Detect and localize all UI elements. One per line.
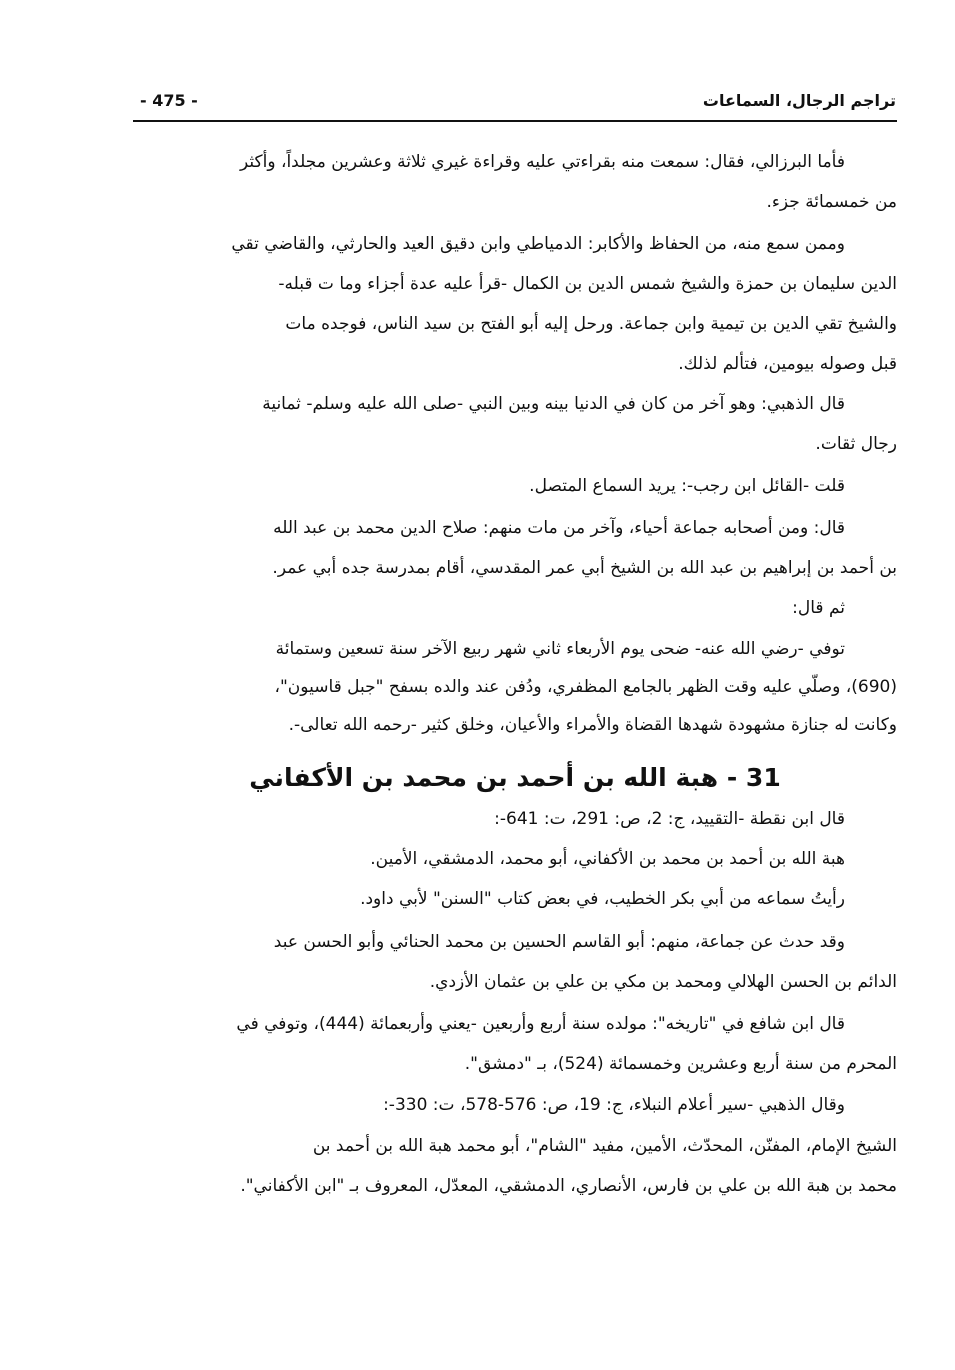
paragraph-listeners [133, 224, 897, 384]
text-line: والشيخ تقي الدين بن تيمية وابن جماعة. ورحل إليه أبو الفتح بن سيد الناس، فوجده مات [285, 314, 897, 334]
text-line: قبل وصوله بيومين، فتألم لذلك. [678, 354, 897, 374]
text-line: قال ابن شافع في "تاريخه": مولده سنة أربع وأربعين -يعني وأربعمائة (444)، وتوفي في [236, 1014, 845, 1034]
text-line: من خمسمائة جزء. [766, 192, 897, 212]
text-line: قلت -القائل ابن رجب-: يريد السماع المتصل. [529, 476, 845, 496]
paragraph-narrated [133, 922, 897, 1002]
text-line: وقال الذهبي -سير أعلام النبلاء، ج: 19، ص: 576-578، ت: 330-: [383, 1095, 845, 1115]
text-line: توفي -رضي الله عنه- ضحى يوم الأربعاء ثاني شهر ربيع الآخر سنة تسعين وستمائة [275, 639, 845, 659]
paragraph-ibn-rajab [133, 466, 897, 506]
paragraph-barzali [133, 142, 897, 222]
text-line: رجال ثقات. [815, 434, 897, 454]
text-line: الدين سليمان بن حمزة والشيخ شمس الدين بن الكمال -قرأ عليه عدة أجزاء وما ت قبله- [278, 274, 897, 294]
text-line: بن أحمد بن إبراهيم بن عبد الله بن الشيخ أبي عمر المقدسي، أقام بمدرسة جده أبي عمر. [272, 558, 897, 578]
running-header [130, 88, 896, 118]
text-line: وكانت له جنازة مشهودة شهدها القضاة والأمراء والأعيان، وخلق كثير -رحمه الله تعالى-. [288, 715, 897, 735]
text-line: هبة الله بن أحمد بن محمد بن الأكفاني، أبو محمد، الدمشقي، الأمين. [370, 849, 845, 869]
paragraph-death [133, 630, 897, 744]
paragraph-dhahabi [133, 384, 897, 464]
text-line: ثم قال: [792, 598, 845, 618]
text-line: وقد حدث عن جماعة، منهم: أبو القاسم الحسين بن محمد الحنائي وأبو الحسن عبد [273, 932, 845, 952]
text-line: قال: ومن أصحابه جماعة أحياء، وآخر من مات منهم: صلاح الدين محمد بن عبد الله [273, 518, 845, 538]
paragraph-dhahabi-siyar [133, 1086, 897, 1124]
text-line: قال الذهبي: وهو آخر من كان في الدنيا بينه وبين النبي -صلى الله عليه وسلم- ثمانية [262, 394, 845, 414]
text-line: (690)، وصلّي عليه وقت الظهر بالجامع المظفري، ودُفن عند والده بسفح "جبل قاسيون"، [274, 677, 897, 697]
paragraph-ibn-nuqta [133, 800, 897, 838]
section-heading: 31 - هبة الله بن أحمد بن محمد بن الأكفاني [249, 763, 781, 792]
header-title: تراجم الرجال، السماعات [702, 91, 896, 110]
page-number: - 475 - [140, 91, 198, 110]
paragraph-then-said [133, 588, 897, 628]
text-line: الدائم بن الحسن الهلالي ومحمد بن مكي بن علي بن عثمان الأزدي. [429, 972, 897, 992]
paragraph-sheikh-imam [133, 1126, 897, 1206]
paragraph-name [133, 840, 897, 878]
text-line: وممن سمع منه، من الحفاظ والأكابر: الدمياطي وابن دقيق العيد والحارثي، والقاضي تقي [231, 234, 845, 254]
paragraph-companions [133, 508, 897, 588]
text-line: قال ابن نقطة -التقييد، ج: 2، ص: 291، ت: 641-: [494, 809, 845, 829]
text-line: فأما البرزالي، فقال: سمعت منه بقراءتي عليه وقراءة غيري ثلاثة وعشرين مجلداً، وأكثر [240, 152, 845, 172]
paragraph-ibn-shafi [133, 1004, 897, 1084]
text-line: رأيتُ سماعه من أبي بكر الخطيب، في بعض كتاب "السنن" لأبي داود. [360, 889, 845, 909]
text-line: المحرم من سنة أربع وعشرين وخمسمائة (524)، بـ "دمشق". [464, 1054, 897, 1074]
paragraph-seen-hearing [133, 880, 897, 918]
header-rule [133, 120, 897, 122]
text-line: محمد بن هبة الله بن علي بن فارس، الأنصاري، الدمشقي، المعدّل، المعروف بـ "ابن الأكفاني". [240, 1176, 897, 1196]
text-line: الشيخ الإمام، المفنّن، المحدّث، الأمين، مفيد "الشام"، أبو محمد هبة الله بن أحمد بن [312, 1136, 897, 1156]
